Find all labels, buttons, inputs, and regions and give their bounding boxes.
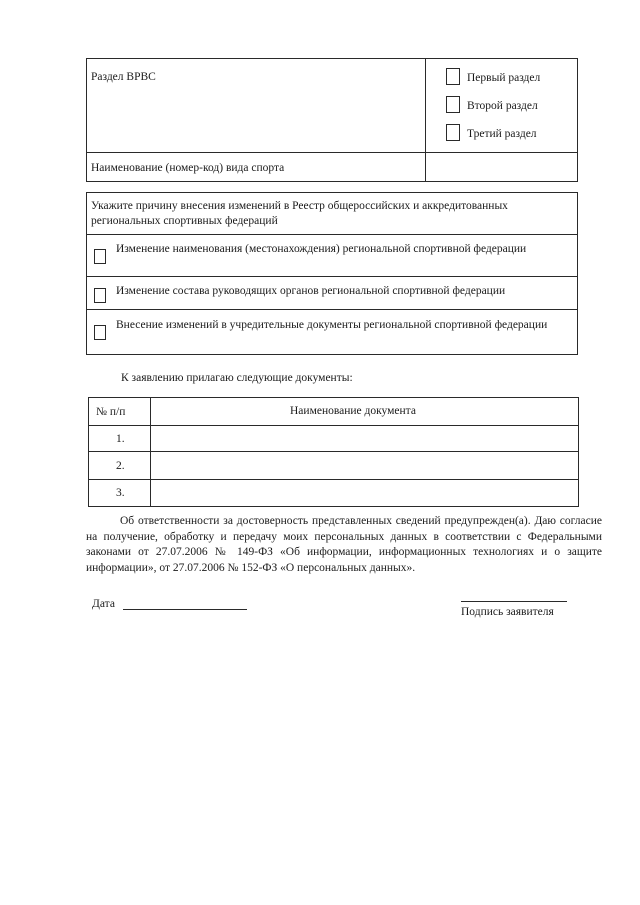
signature-line[interactable] [461,601,567,602]
section-second-label: Второй раздел [467,100,538,112]
reason-2-checkbox[interactable] [94,288,106,303]
signature-label: Подпись заявителя [461,606,554,618]
section-first-checkbox[interactable] [446,68,460,85]
consent-text-body: Об ответственности за достоверность представленных сведений предупрежден(а). Даю согласие на получение, обработку и передачу моих персональных данных в соответствии с Федеральными законами от 27.07.2006 № 149-ФЗ «Об информации, информационных технологиях и о защите информации», от 27.07.2006 № 152-ФЗ «О персональных данных». [86,515,602,574]
consent-text [86,514,602,576]
documents-row-num: 2. [116,460,125,472]
section-second-checkbox[interactable] [446,96,460,113]
reason-row-divider-1 [86,234,578,235]
sport-name-label: Наименование (номер-код) вида спорта [91,162,285,174]
documents-row-3-field[interactable] [151,480,578,506]
reason-row-divider-3 [86,309,578,310]
reason-3-checkbox[interactable] [94,325,106,340]
documents-row-1-field[interactable] [151,426,578,451]
documents-row-num: 3. [116,487,125,499]
reason-1-label: Изменение наименования (местонахождения) региональной спортивной федерации [116,243,527,255]
reason-row-divider-2 [86,276,578,277]
reason-heading: Укажите причину внесения изменений в Реестр общероссийских и аккредитованных региональных спортивных федераций [91,200,508,227]
documents-col-name: Наименование документа [290,405,416,417]
section-third-checkbox[interactable] [446,124,460,141]
reason-3-label: Внесение изменений в учредительные документы региональной спортивной федерации [116,319,548,331]
documents-row-num: 1. [116,433,125,445]
section-third-label: Третий раздел [467,128,537,140]
documents-row-2-field[interactable] [151,452,578,479]
section-first-label: Первый раздел [467,72,541,84]
documents-col-num: № п/п [96,406,126,418]
date-field[interactable] [123,609,247,610]
reason-2-label: Изменение состава руководящих органов региональной спортивной федерации [116,285,506,297]
date-label: Дата [92,598,115,610]
section-label: Раздел ВРВС [91,71,156,83]
sport-name-field[interactable] [426,153,577,181]
reason-1-checkbox[interactable] [94,249,106,264]
documents-intro: К заявлению прилагаю следующие документы: [121,372,353,384]
